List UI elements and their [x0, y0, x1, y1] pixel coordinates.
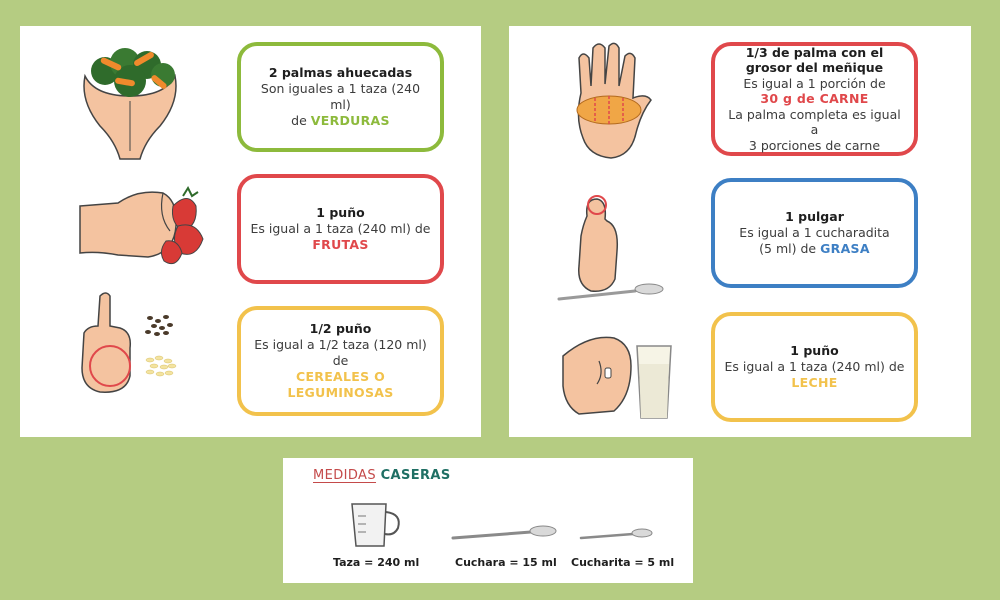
card-highlight: GRASA [820, 241, 870, 256]
card-title: 1 puño [316, 205, 365, 220]
measuring-cup-icon [348, 498, 406, 550]
left-panel [20, 26, 481, 437]
card-frutas [237, 174, 444, 284]
medidas-caseras-panel [283, 458, 693, 583]
card-text-prefix: de [291, 113, 307, 128]
card-text: Es igual a 1 taza (240 ml) de [724, 359, 905, 374]
card-text: Es igual a 1 porción de [743, 75, 886, 91]
card-text: Es igual a 1 taza (240 ml) de [250, 221, 431, 236]
card-title: 1 pulgar [785, 209, 844, 224]
teaspoon-icon [579, 527, 653, 543]
card-cereales [237, 306, 444, 416]
card-text: Es igual a 1 cucharadita [739, 225, 890, 240]
cupped-hands-vegetables-icon [75, 41, 185, 161]
card-text-prefix: (5 ml) de [759, 241, 817, 256]
thumb-spoon-icon [557, 181, 667, 306]
card-highlight: VERDURAS [310, 113, 390, 128]
card-title: 1/2 puño [309, 321, 372, 336]
cuchara-label: Cuchara = 15 ml [455, 556, 557, 569]
card-title: 1/3 de palma con el grosor del meñique [745, 44, 884, 76]
title-part-2: CASERAS [380, 468, 451, 483]
card-grasa [711, 178, 918, 288]
card-text: Son iguales a 1 taza (240 ml) [260, 81, 421, 112]
medidas-caseras-title [313, 468, 451, 483]
palm-meat-icon [561, 38, 661, 163]
taza-label: Taza = 240 ml [333, 556, 420, 569]
card-highlight: 30 g de CARNE [760, 91, 869, 107]
card-text-after-2: 3 porciones de carne [748, 137, 881, 153]
fist-strawberries-icon [78, 181, 208, 271]
card-title: 2 palmas ahuecadas [268, 65, 413, 80]
card-carne [711, 42, 918, 156]
fist-milk-glass-icon [559, 326, 679, 421]
card-highlight: CEREALES O LEGUMINOSAS [287, 369, 394, 400]
card-title: 1 puño [790, 343, 839, 358]
cucharita-label: Cucharita = 5 ml [571, 556, 675, 569]
right-panel [509, 26, 971, 437]
tablespoon-icon [451, 524, 557, 544]
card-highlight: FRUTAS [312, 237, 369, 252]
card-leche [711, 312, 918, 422]
half-fist-grains-icon [80, 288, 200, 398]
card-highlight: LECHE [791, 375, 838, 390]
card-verduras [237, 42, 444, 152]
card-text: Es igual a 1/2 taza (120 ml) de [254, 337, 427, 368]
card-text-after-1: La palma completa es igual a [728, 106, 901, 138]
title-part-1: MEDIDAS [313, 468, 377, 483]
